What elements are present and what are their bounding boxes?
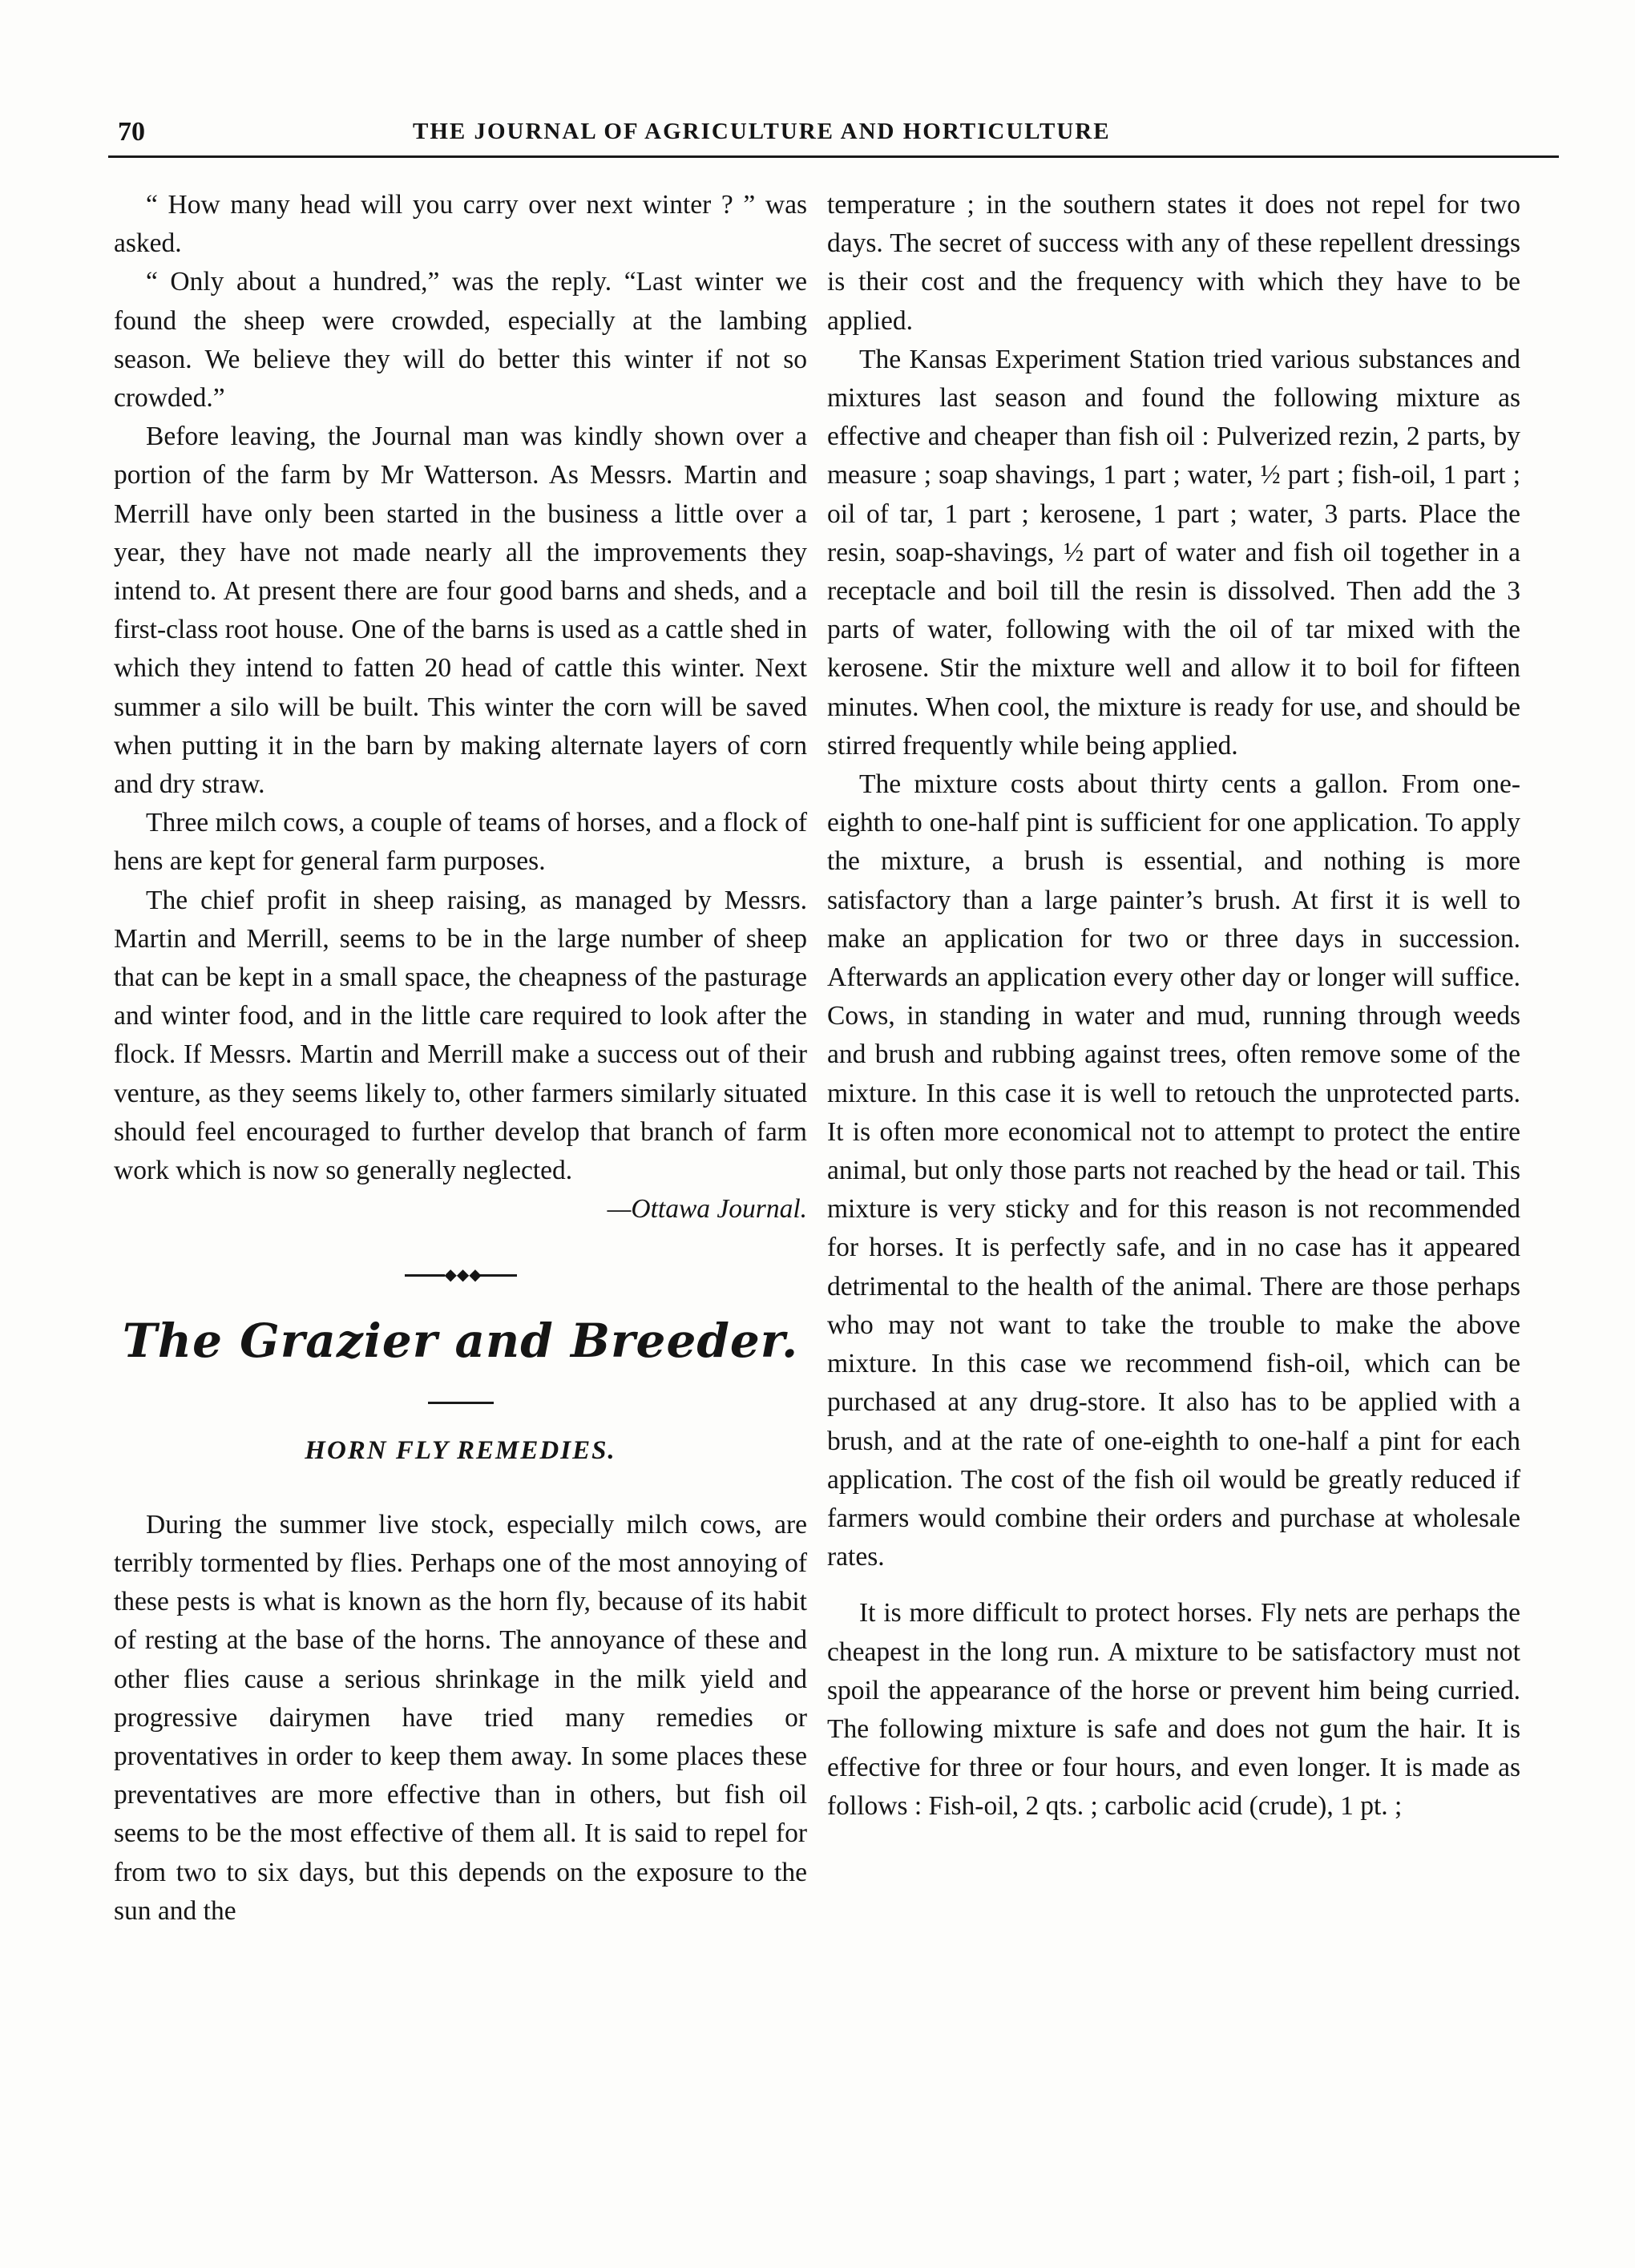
paragraph: Before leaving, the Journal man was kindly shown over a portion of the farm by Mr Watterson. As Messrs. Martin and Merrill have only been started in the business a little over a year, they have not made nearly all the improvements they intend to. At present there are four good barns and sheds, and a first-class root house. One of the barns is used as a cattle shed in which they intend to fatten 20 head of cattle this winter. Next summer a silo will be built. This winter the corn will be saved when putting it in the barn by making alternate layers of corn and dry straw.	[114, 422, 807, 800]
paragraph-gap	[827, 1576, 1520, 1594]
paragraph: temperature ; in the southern states it does not repel for two days. The secret of success with any of these repellent dressings is their cost and the frequency with which they have to be applied.	[827, 190, 1520, 336]
paragraph: The mixture costs about thirty cents a gallon. From one-eighth to one-half pint is sufficient for one application. To apply the mixture, a brush is essential, and nothing is more satisfactory than a large painter’s brush. At first it is well to make an application for two or three days in succession. Afterwards an application every other day or longer will suffice. Cows, in standing in water and mud, running through weeds and brush and rubbing against trees, often remove some of the mixture. In this case it is well to retouch the unprotected parts. It is often more economical not to attempt to protect the entire animal, but only those parts not reached by the head or tail. This mixture is very sticky and for this reason is not recommended for horses. It is perfectly safe, and in no case has it appeared detrimental to the health of the animal. There are those perhaps who may not want to take the trouble to make the above mixture. In this case we recommend fish-oil, which can be purchased at any drug-store. It also has to be applied with a brush, and at the rate of one-eighth to one-half a pint for each application. The cost of the fish oil would be greatly reduced if farmers would combine their orders and purchase at wholesale rates.	[827, 769, 1520, 1572]
running-head: THE JOURNAL OF AGRICULTURE AND HORTICULTURE	[413, 119, 1111, 144]
paragraph: During the summer live stock, especially milch cows, are terribly tormented by flies. Perhaps one of the most annoying of these pests is what is known as the horn fly, because of its habit of resting at the base of the horns. The annoyance of these and other flies cause a serious shrinkage in the milk yield and progressive dairymen have tried many remedies or proventatives in order to keep them away. In some places these preventatives are more effective than in others, but fish oil seems to be the most effective of them all. It is said to repel for from two to six days, but this depends on the exposure to the sun and the	[114, 1509, 807, 1926]
article-title: HORN FLY REMEDIES.	[305, 1436, 616, 1466]
paragraph: “ Only about a hundred,” was the reply. “Last winter we found the sheep were crowded, especially at the lambing season. We believe they will do better this winter if not so crowded.”	[114, 267, 807, 414]
ornament-glyph: ◆◆◆	[444, 1266, 482, 1285]
right-column	[827, 186, 1520, 1826]
paragraph: The Kansas Experiment Station tried various substances and mixtures last season and found the following mixture as effective and cheaper than fish oil : Pulverized rezin, 2 parts, by measure ; soap shavings, 1 part ; water, ½ part ; fish-oil, 1 part ; oil of tar, 1 part ; kerosene, 1 part ; water, 3 parts. Place the resin, soap-shavings, ½ part of water and fish oil together in a receptacle and boil till the resin is dissolved. Then add the 3 parts of water, following with the oil of tar mixed with the kerosene. Stir the mixture well and allow it to boil for fifteen minutes. When cool, the mixture is ready for use, and should be stirred frequently while being applied.	[827, 344, 1520, 761]
source-attribution: —Ottawa Journal.	[607, 1194, 807, 1225]
paragraph: Three milch cows, a couple of teams of horses, and a flock of hens are kept for general farm purposes.	[114, 808, 807, 877]
paragraph: “ How many head will you carry over next winter ? ” was asked.	[114, 190, 807, 259]
paragraph: It is more difficult to protect horses. Fly nets are perhaps the cheapest in the long run. A mixture to be satisfactory must not spoil the appearance of the horse or prevent him being curried. The following mixture is safe and does not gum the hair. It is effective for three or four hours, and even longer. It is made as follows : Fish-oil, 2 qts. ; carbolic acid (crude), 1 pt. ;	[827, 1598, 1520, 1822]
page-header	[108, 107, 1559, 158]
divider-ornament	[405, 1265, 517, 1285]
section-rule	[428, 1402, 494, 1404]
paragraph: The chief profit in sheep raising, as managed by Messrs. Martin and Merrill, seems to be in the large number of sheep that can be kept in a small space, the cheapness of the pasturage and winter food, and in the little care required to look after the flock. If Messrs. Martin and Merrill make a success out of their venture, as they seems likely to, other farmers similarly situated should feel encouraged to further develop that branch of farm work which is now so generally neglected.	[114, 885, 807, 1186]
page-number: 70	[118, 117, 145, 147]
left-column	[114, 186, 807, 1931]
section-heading: The Grazier and Breeder.	[122, 1314, 799, 1369]
